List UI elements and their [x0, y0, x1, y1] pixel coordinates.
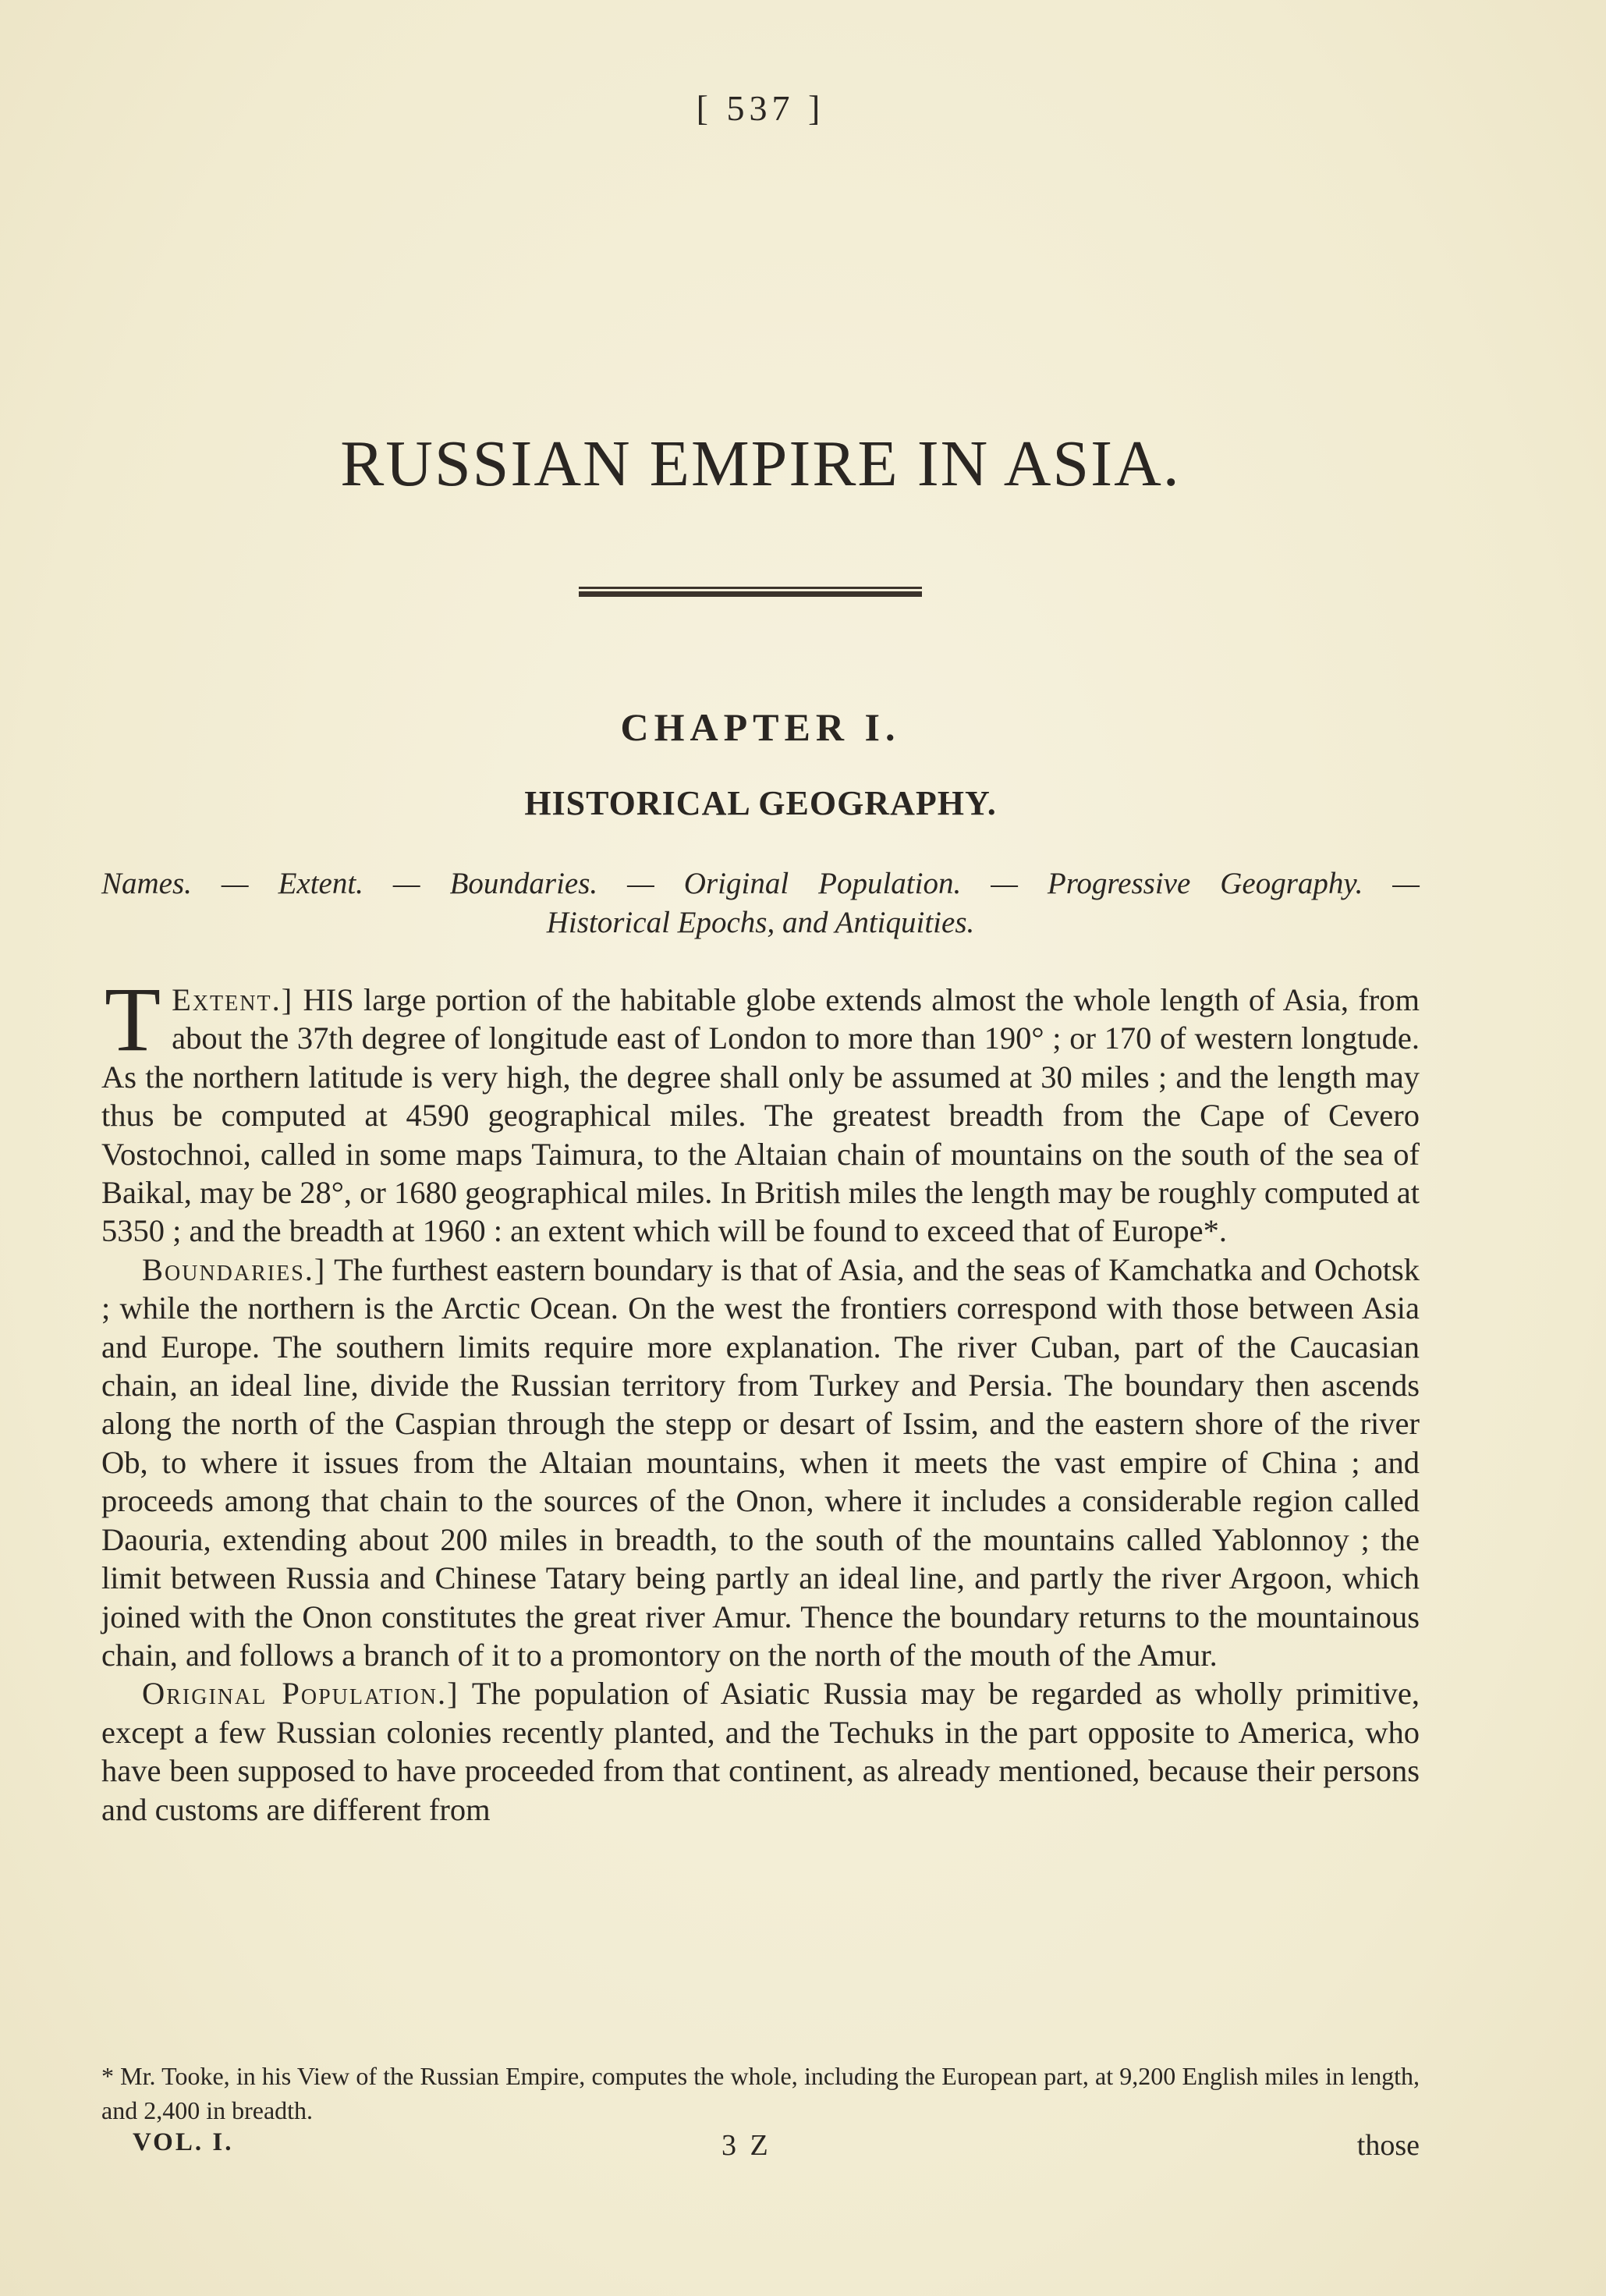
paragraph-population: [101, 1674, 1420, 1829]
chapter-heading: CHAPTER I.: [620, 705, 901, 749]
page-footer: [101, 2128, 1420, 2167]
signature-mark: 3 Z: [721, 2129, 771, 2162]
sidenote-boundaries: Boundaries.]: [142, 1251, 327, 1287]
paragraph-population-text: The population of Asiatic Russia may be regarded as wholly primitive, except a few Russian colonies recently planted, and the Techuks in the part opposite to America, who have been supposed to have proceeded from that continent, as already mentioned, because their persons and customs are different from: [101, 1676, 1420, 1827]
section-heading: HISTORICAL GEOGRAPHY.: [524, 784, 997, 822]
footnote-text: * Mr. Tooke, in his View of the Russian Empire, computes the whole, including the European part, at 9,200 English miles in length, and 2,400 in breadth.: [101, 2062, 1420, 2124]
book-page: [101, 0, 1420, 2296]
paragraph-boundaries-text: The furthest eastern boundary is that of Asia, and the seas of Kamchatka and Ochotsk ; while the northern is the Arctic Ocean. On the west the frontiers correspond with those between Asia and Europe. The southern limits require more explanation. The river Cuban, part of the Caucasian chain, an ideal line, divide the Russian territory from Turkey and Persia. The boundary then ascends along the north of the Caspian through the stepp or desart of Issim, and the eastern shore of the river Ob, to where it issues from the Altaian mountains, when it meets the vast empire of China ; and proceeds among that chain to the sources of the Onon, where it includes a considerable region called Daouria, extending about 200 miles in breadth, to the south of the mountains called Yablonnoy ; the limit between Russia and Chinese Tatary being partly an ideal line, and partly the river Argoon, which joined with the Onon constitutes the great river Amur. Thence the boundary returns to the mountainous chain, and follows a branch of it to a promontory on the north of the mouth of the Amur.: [101, 1251, 1420, 1673]
body-text: [101, 968, 1420, 1829]
page-number: [ 537 ]: [696, 88, 825, 128]
paragraph-extent: [101, 968, 1420, 1251]
title-rule-divider: [579, 587, 922, 598]
catchword: those: [1356, 2129, 1420, 2162]
page-title: RUSSIAN EMPIRE IN ASIA.: [340, 428, 1181, 500]
drop-cap: T: [105, 968, 161, 1070]
contents-line-2: Historical Epochs, and Antiquities.: [546, 906, 975, 939]
rule-thin-line: [579, 587, 922, 589]
sidenote-extent: Extent.]: [172, 982, 294, 1017]
paragraph-extent-text: HIS large portion of the habitable globe extends almost the whole length of Asia, from about the 37th degree of longitude east of London to more than 190° ; or 170 of western longtude. As the northern latitude is very high, the degree shall only be assumed at 30 miles ; and the length may thus be computed at 4590 geographical miles. The greatest breadth from the Cape of Cevero Vostochnoi, called in some maps Taimura, to the Altaian chain of mountains on the south of the sea of Baikal, may be 28°, or 1680 geographical miles. In British miles the length may be roughly computed at 5350 ; and the breadth at 1960 : an extent which will be found to exceed that of Europe*.: [101, 982, 1420, 1249]
sidenote-population: Original Population.]: [142, 1676, 459, 1712]
footnote: [101, 2059, 1420, 2127]
paragraph-boundaries: [101, 1251, 1420, 1674]
contents-line-1: Names. — Extent. — Boundaries. — Original Population. — Progressive Geography. —: [101, 867, 1420, 900]
volume-label: VOL. I.: [133, 2128, 234, 2156]
chapter-contents-summary: [101, 864, 1420, 942]
rule-thick-line: [579, 591, 922, 597]
